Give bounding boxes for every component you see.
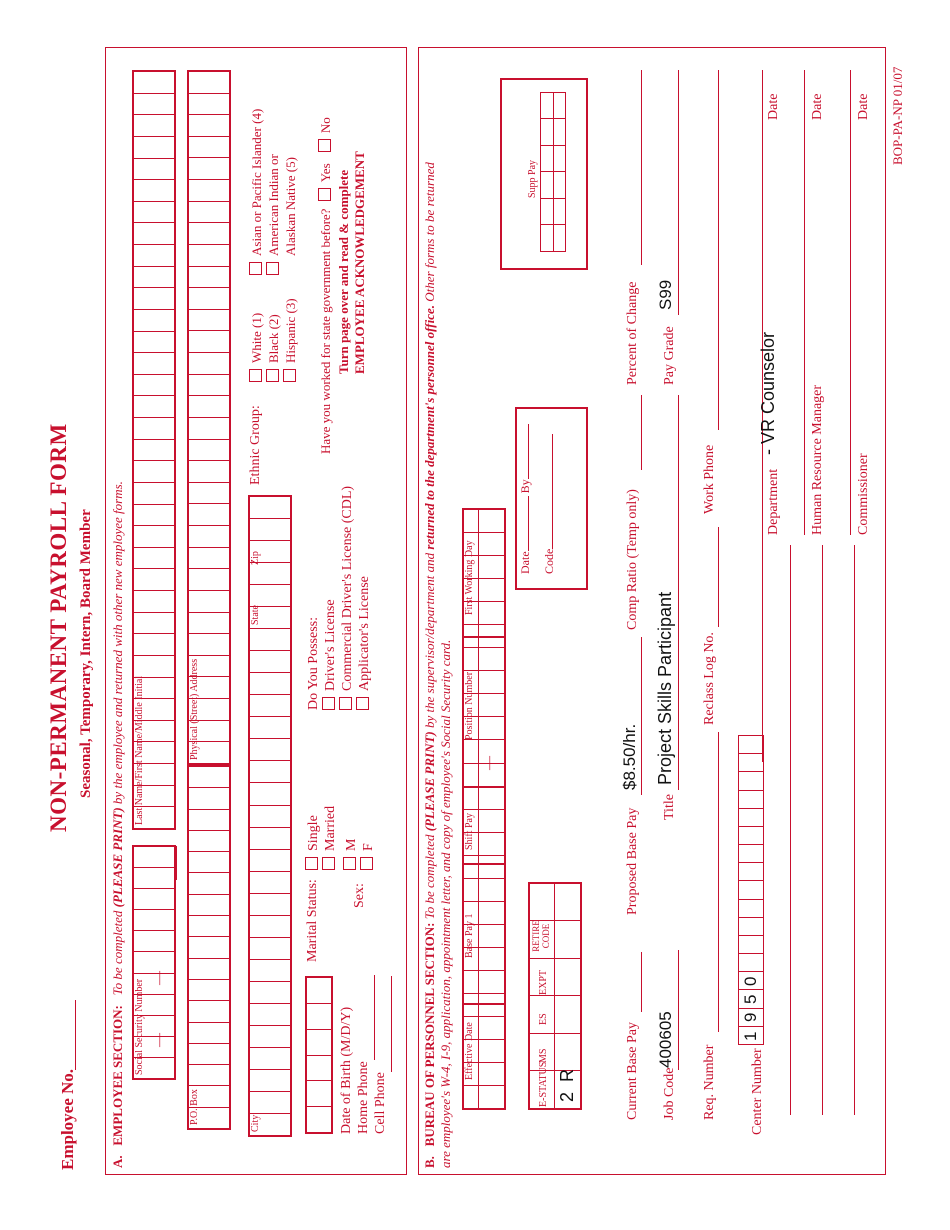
ethnic-alaskan: Alaskan Native (5) [283, 157, 298, 256]
reclass-label: Reclass Log No. [702, 632, 717, 725]
position-number-label: Position Number [464, 671, 475, 740]
license-cdl[interactable]: Commercial Driver's License (CDL) [339, 486, 356, 710]
employee-no-label: Employee No. [58, 1068, 77, 1170]
ethnic-white[interactable]: White (1) [248, 298, 265, 382]
work-phone-label: Work Phone [702, 444, 717, 514]
proposed-base-pay-value: $8.50/hr. [620, 723, 639, 790]
ethnic-asian[interactable]: Asian or Pacific Islander (4) [248, 109, 265, 275]
current-base-pay-line[interactable] [641, 952, 642, 1012]
section-b-intro-2: are employee's W-4, I-9, application, appointment letter, and copy of employee's Social Security card. [438, 639, 453, 1168]
pay-grade-label: Pay Grade [662, 326, 677, 385]
pay-divider-1 [462, 1003, 506, 1005]
ssn-dash-1: — [152, 1033, 167, 1047]
title-label: Title [662, 794, 677, 820]
checkbox-icon[interactable] [249, 369, 262, 382]
pay-header-line [478, 508, 479, 1110]
sig-line-1[interactable] [790, 545, 791, 1115]
first-working-day-label: First Working Day [464, 540, 475, 615]
percent-change-line[interactable] [641, 70, 642, 265]
hr-manager-line[interactable] [804, 70, 805, 535]
checkbox-icon[interactable] [249, 262, 262, 275]
job-code-label: Job Code [662, 1067, 677, 1120]
checkbox-icon[interactable] [322, 697, 335, 710]
checkbox-icon[interactable] [283, 369, 296, 382]
section-b-intro: B. BUREAU OF PERSONNEL SECTION: To be completed (PLEASE PRINT) by the supervisor/department and returned to the department's personnel office. Other forms to be returned [422, 162, 437, 1168]
job-code-line[interactable] [678, 950, 679, 1070]
checkbox-icon[interactable] [356, 697, 369, 710]
city-label: City [250, 1114, 261, 1132]
expt-label: EXPT [538, 970, 549, 995]
pay-divider-3 [462, 786, 506, 788]
contact-labels [338, 1007, 389, 1134]
pay-divider-2 [462, 863, 506, 865]
ms-label: MS [538, 1048, 549, 1063]
req-number-line[interactable] [718, 732, 719, 1032]
req-number-label: Req. Number [702, 1044, 717, 1120]
estatus-value-1: 2 [557, 1091, 577, 1102]
form-id: BOP-PA-NP 01/07 [890, 66, 905, 165]
checkbox-icon[interactable] [266, 262, 279, 275]
proposed-base-pay-line[interactable] [641, 637, 642, 795]
home-phone-label[interactable]: Home Phone [356, 1061, 371, 1134]
estatus-value-2: R [557, 1069, 577, 1082]
supp-pay-midline [553, 92, 554, 252]
ethnic-options-1 [248, 298, 299, 382]
city-state-zip-grid[interactable] [248, 495, 292, 1137]
ethnic-options-2 [248, 109, 299, 275]
sex-f[interactable]: F [360, 839, 377, 870]
dob-label: Date of Birth (M/D/Y) [339, 1006, 354, 1134]
position-dash: — [482, 756, 497, 770]
center-digit-4: 0 [741, 976, 760, 986]
pay-grade-value: S99 [656, 279, 675, 310]
checkbox-icon[interactable] [322, 857, 335, 870]
possess-block [305, 486, 373, 710]
worked-before: Have you worked for state government before? Yes No [318, 117, 333, 454]
ethnic-label: Ethnic Group: [248, 405, 263, 485]
code-row: Code [542, 434, 557, 574]
center-digit-3: 5 [741, 994, 760, 1004]
employee-no-line[interactable] [75, 1000, 76, 1070]
comp-ratio-label: Comp Ratio (Temp only) [625, 489, 640, 630]
proposed-base-pay-label: Proposed Base Pay [625, 807, 640, 915]
ack-text: EMPLOYEE ACKNOWLEDGEMENT [352, 151, 367, 374]
estatus-label: E-STATUS [538, 1061, 549, 1107]
checkbox-icon[interactable] [360, 857, 373, 870]
name-label: Last Name/First Name/Middle Initial [134, 675, 145, 825]
checkbox-icon[interactable] [305, 857, 318, 870]
shift-pay-label: Shift Pay [464, 813, 475, 850]
address-label: Physical (Street) Address [189, 658, 200, 760]
sex-m[interactable]: M [343, 839, 360, 870]
ethnic-american-indian[interactable]: American Indian or [265, 109, 282, 275]
sig-line-2[interactable] [822, 545, 823, 1115]
marital-single[interactable]: Single [305, 806, 322, 870]
reclass-line[interactable] [718, 527, 719, 627]
job-code-value: 400605 [656, 1011, 675, 1068]
cell-phone-label[interactable]: Cell Phone [373, 1072, 388, 1134]
form-title: NON-PERMANENT PAYROLL FORM [46, 423, 71, 832]
marital-options [305, 806, 339, 870]
marital-married[interactable]: Married [322, 806, 339, 870]
form-subtitle: Seasonal, Temporary, Intern, Board Member [78, 509, 94, 798]
checkbox-icon[interactable] [343, 857, 356, 870]
supp-pay-label: Supp Pay [527, 159, 538, 198]
license-applicator[interactable]: Applicator's License [356, 486, 373, 710]
retire-code-label: RETIRE CODE [531, 920, 551, 952]
hr-manager-label: Human Resource Manager [810, 384, 825, 535]
estatus-midline [554, 882, 555, 1110]
center-digit-1: 1 [741, 1025, 760, 1041]
date-label-2: Date [810, 93, 825, 120]
turn-page-text: Turn page over and read & complete [336, 169, 351, 374]
license-drivers[interactable]: Driver's License [322, 486, 339, 710]
section-a-intro: A. EMPLOYEE SECTION: To be completed (PLEASE PRINT) by the employee and returned with other new employee forms. [110, 481, 125, 1168]
cell-phone-line [391, 976, 392, 1072]
po-box-label: P.O. Box [189, 1089, 200, 1125]
ssn-dash-2: — [152, 971, 167, 985]
effective-date-label: Effective Date [464, 1022, 475, 1080]
pay-divider-4 [462, 636, 506, 638]
checkbox-icon[interactable] [339, 697, 352, 710]
es-label: ES [538, 1013, 549, 1025]
sex-label: Sex: [352, 883, 367, 908]
center-digit-2: 9 [741, 1012, 760, 1022]
current-base-pay-label: Current Base Pay [625, 1022, 640, 1120]
title-value: Project Skills Participant [655, 591, 675, 785]
marital-label: Marital Status: [305, 879, 320, 962]
possess-label: Do You Possess: [306, 617, 321, 710]
ssn-underline [176, 846, 177, 880]
dob-grid[interactable] [305, 976, 333, 1134]
po-box-grid[interactable] [187, 765, 231, 1130]
state-label: State [250, 605, 261, 625]
home-phone-line [374, 975, 375, 1060]
department-value: - VR Counselor [758, 331, 778, 455]
ethnic-hispanic[interactable]: Hispanic (3) [282, 298, 299, 382]
title-line[interactable] [678, 395, 679, 790]
date-label-1: Date [766, 93, 781, 120]
ssn-label: Social Security Number [134, 978, 145, 1075]
commissioner-label: Commissioner [856, 453, 871, 535]
base-pay-label: Base Pay 1 [464, 913, 475, 958]
percent-change-label: Percent of Change [625, 281, 640, 385]
checkbox-icon[interactable] [266, 369, 279, 382]
department-label: Department [766, 468, 781, 535]
sig-line-3[interactable] [854, 545, 855, 1115]
sex-options [343, 839, 377, 870]
pay-grade-line[interactable] [678, 70, 679, 315]
work-phone-line[interactable] [718, 70, 719, 430]
center-number-label: Center Number [750, 1048, 765, 1135]
date-by-row: Date By [518, 424, 533, 574]
zip-label: Zip [250, 551, 261, 565]
yes-checkbox-icon[interactable] [318, 188, 331, 201]
ethnic-black[interactable]: Black (2) [265, 298, 282, 382]
date-label-3: Date [856, 93, 871, 120]
commissioner-line[interactable] [850, 70, 851, 535]
comp-ratio-line[interactable] [641, 395, 642, 470]
no-checkbox-icon[interactable] [318, 139, 331, 152]
